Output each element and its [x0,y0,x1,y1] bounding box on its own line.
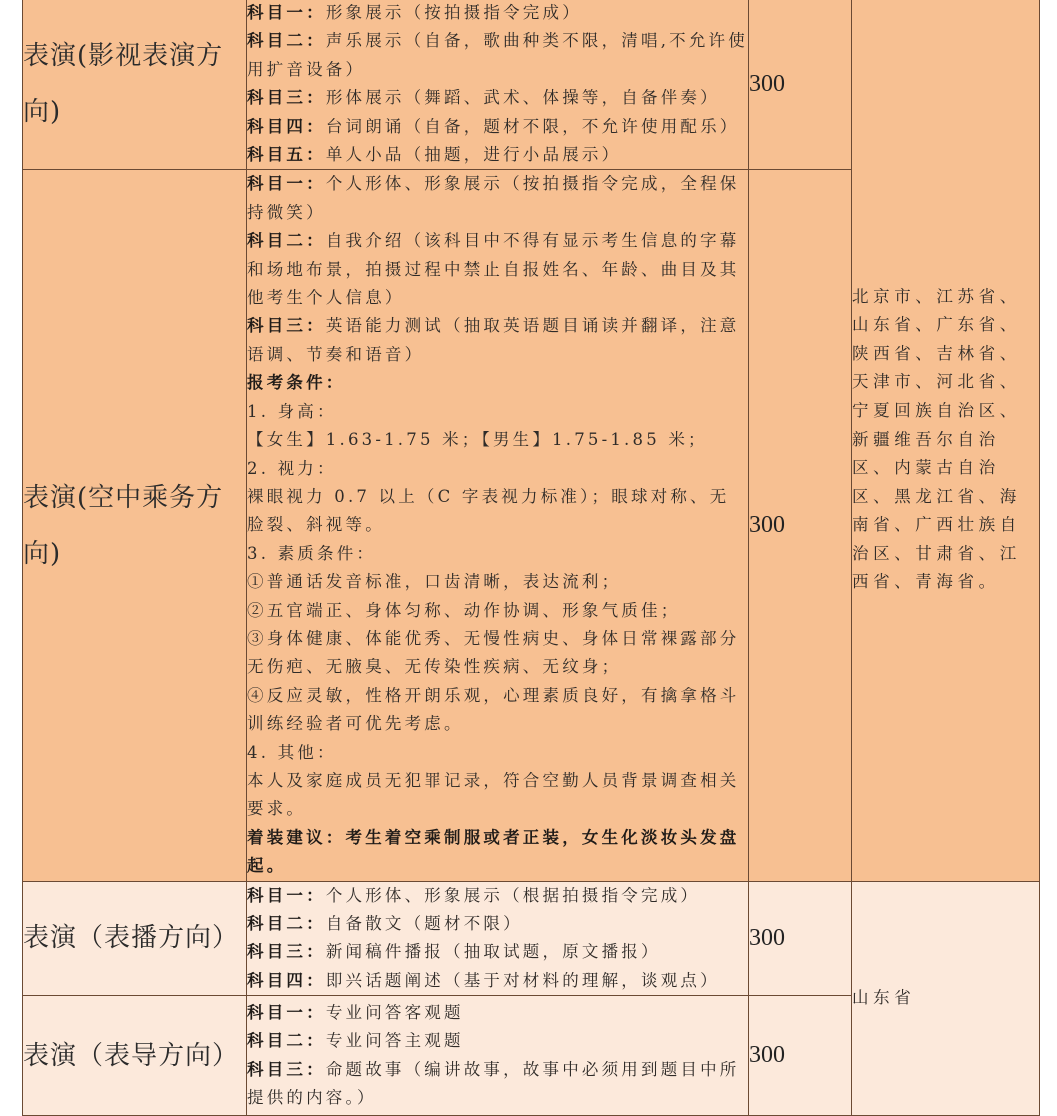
subject-item: 科目四：即兴话题阐述（基于对材料的理解，谈观点） [247,970,720,990]
exam-fee: 300 [749,881,852,996]
condition-item: ③身体健康、体能优秀、无慢性病史、身体日常裸露部分无伤疤、无腋臭、无传染性疾病、无纹身； [247,628,740,677]
subject-item: 科目一：形象展示（按拍摄指令完成） [247,3,582,22]
condition-item: ②五官端正、身体匀称、动作协调、形象气质佳； [247,600,681,620]
subject-list [247,0,749,170]
subject-item: 科目二：专业问答主观题 [247,1031,464,1051]
subject-item: 科目五：单人小品（抽题，进行小品展示） [247,145,622,165]
condition-item: 本人及家庭成员无犯罪记录，符合空勤人员背景调查相关要求。 [247,770,740,819]
subject-item: 科目四：台词朗诵（自备，题材不限，不允许使用配乐） [247,116,740,136]
condition-item: ①普通话发音标准，口齿清晰，表达流利； [247,572,622,592]
table-row [23,881,1040,996]
major-name: 表演（表播方向） [23,881,247,996]
table-row [23,0,1040,170]
condition-item: 2. 视力： [247,458,337,478]
subject-list [247,881,749,996]
eligible-regions: 山东省 [852,881,1040,1116]
major-name: 表演(空中乘务方向) [23,170,247,881]
condition-item: 3. 素质条件： [247,543,377,563]
major-name: 表演(影视表演方向) [23,0,247,170]
exam-fee: 300 [749,0,852,170]
dress-advice: 着装建议：考生着空乘制服或者正装，女生化淡妆头发盘起。 [247,827,740,876]
subject-item: 科目二：自备散文（题材不限） [247,914,523,933]
subject-item: 科目一：专业问答客观题 [247,1002,464,1022]
major-name: 表演（表导方向） [23,996,247,1116]
subject-item: 科目三：英语能力测试（抽取英语题目诵读并翻译，注意语调、节奏和语音） [247,316,740,364]
exam-subjects-table [22,0,1040,1116]
subject-item: 科目一：个人形体、形象展示（按拍摄指令完成，全程保持微笑） [247,174,740,222]
exam-fee: 300 [749,996,852,1116]
subject-list [247,996,749,1116]
condition-item: ④反应灵敏，性格开朗乐观，心理素质良好，有擒拿格斗训练经验者可优先考虑。 [247,685,740,734]
conditions-title: 报考条件： [247,373,346,393]
eligible-regions: 北京市、江苏省、山东省、广东省、陕西省、吉林省、天津市、河北省、宁夏回族自治区、新疆维吾尔自治区、内蒙古自治区、黑龙江省、海南省、广西壮族自治区、甘肃省、江西省、青海省。 [852,0,1040,881]
subject-item: 科目一：个人形体、形象展示（根据拍摄指令完成） [247,885,701,905]
exam-fee: 300 [749,170,852,881]
condition-item: 1. 身高： [247,401,337,421]
subject-list [247,170,749,881]
subject-item: 科目二：声乐展示（自备，歌曲种类不限，清唱,不允许使用扩音设备） [247,31,748,79]
condition-item: 【女生】1.63-1.75 米；【男生】1.75-1.85 米； [247,430,708,450]
subject-item: 科目三：命题故事（编讲故事，故事中必须用到题目中所提供的内容。） [247,1059,740,1108]
subject-item: 科目三：新闻稿件播报（抽取试题，原文播报） [247,942,661,962]
subject-item: 科目三：形体展示（舞蹈、武术、体操等，自备伴奏） [247,88,720,108]
condition-item: 裸眼视力 0.7 以上（C 字表视力标准）；眼球对称、无脸裂、斜视等。 [247,486,730,535]
condition-item: 4. 其他： [247,742,337,762]
subject-item: 科目二：自我介绍（该科目中不得有显示考生信息的字幕和场地布景，拍摄过程中禁止自报姓名、年龄、曲目及其他考生个人信息） [247,231,740,308]
